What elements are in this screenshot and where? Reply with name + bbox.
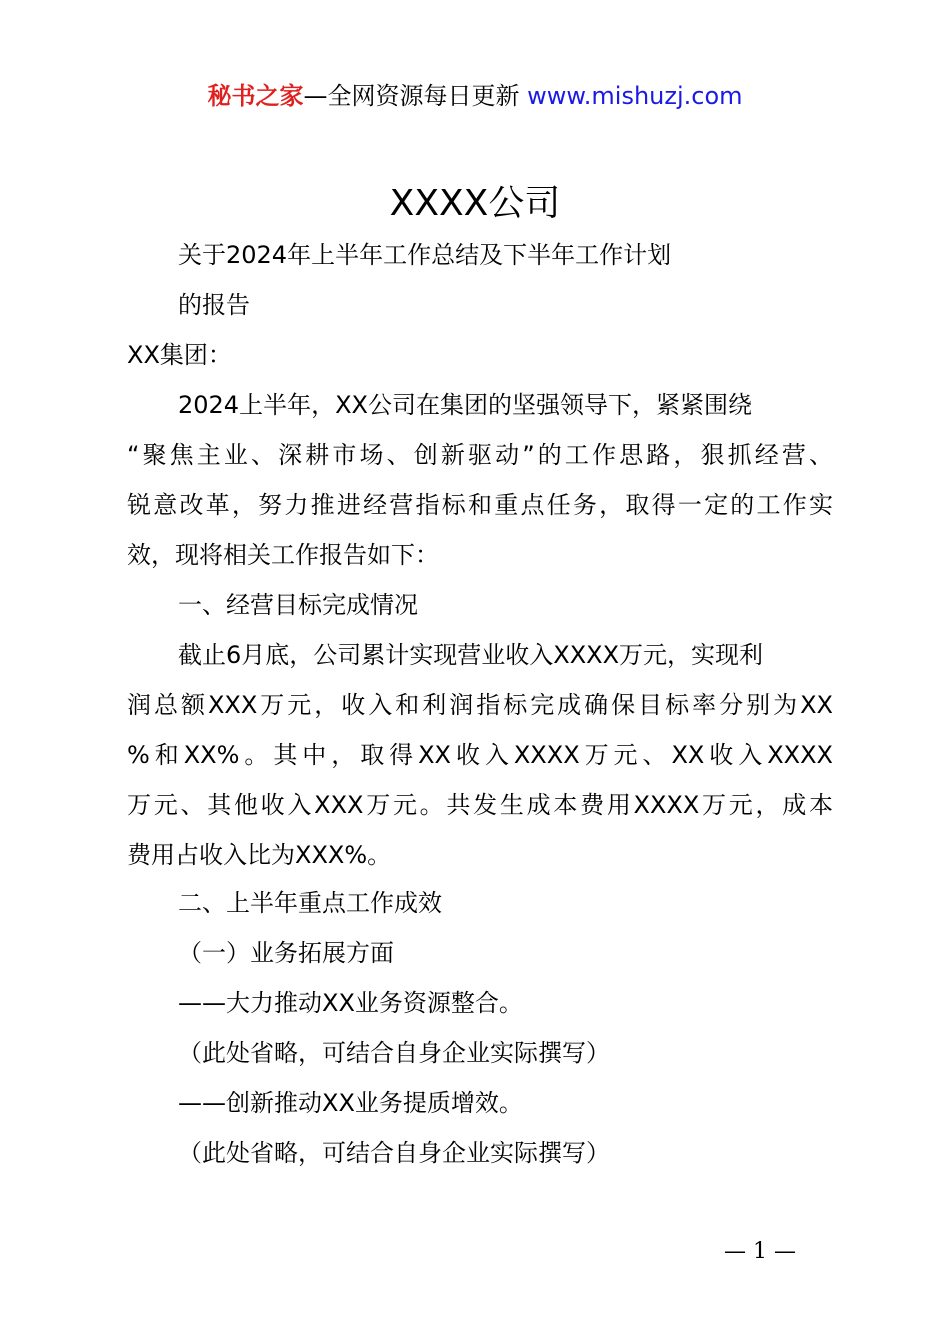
site-header	[0, 80, 950, 112]
document-title: XXXX公司	[389, 183, 561, 224]
paragraph-line: 2024上半年，XX公司在集团的坚强领导下，紧紧围绕	[178, 391, 752, 419]
note-line: （此处省略，可结合自身企业实际撰写）	[178, 1039, 610, 1067]
list-item: ——创新推动XX业务提质增效。	[178, 1089, 523, 1117]
site-tagline: —全网资源每日更新	[303, 82, 520, 110]
page-number: — 1 —	[724, 1239, 796, 1264]
subsection-heading-1: （一）业务拓展方面	[178, 939, 394, 967]
subtitle-line-2: 的报告	[178, 291, 250, 319]
section-heading-1: 一、经营目标完成情况	[178, 591, 418, 619]
paragraph-line: 万元、其他收入XXX万元。共发生成本费用XXXX万元，成本	[127, 791, 833, 819]
paragraph-line: 截止6月底，公司累计实现营业收入XXXX万元，实现利	[178, 641, 764, 669]
paragraph-line: 费用占收入比为XXX%。	[127, 841, 392, 869]
site-brand: 秘书之家	[207, 82, 304, 110]
paragraph-line: 锐意改革，努力推进经营指标和重点任务，取得一定的工作实	[127, 491, 833, 519]
site-link[interactable]: www.mishuzj.com	[527, 82, 743, 110]
subtitle-line-1: 关于2024年上半年工作总结及下半年工作计划	[178, 241, 672, 269]
list-item: ——大力推动XX业务资源整合。	[178, 989, 523, 1017]
paragraph-line: “聚焦主业、深耕市场、创新驱动”的工作思路，狠抓经营、	[127, 441, 833, 469]
section-heading-2: 二、上半年重点工作成效	[178, 889, 442, 917]
paragraph-line: %和XX%。其中，取得XX收入XXXX万元、XX收入XXXX	[127, 741, 833, 769]
salutation: XX集团：	[127, 341, 232, 369]
paragraph-line: 效，现将相关工作报告如下：	[127, 541, 439, 569]
paragraph-line: 润总额XXX万元，收入和利润指标完成确保目标率分别为XX	[127, 691, 833, 719]
note-line: （此处省略，可结合自身企业实际撰写）	[178, 1139, 610, 1167]
